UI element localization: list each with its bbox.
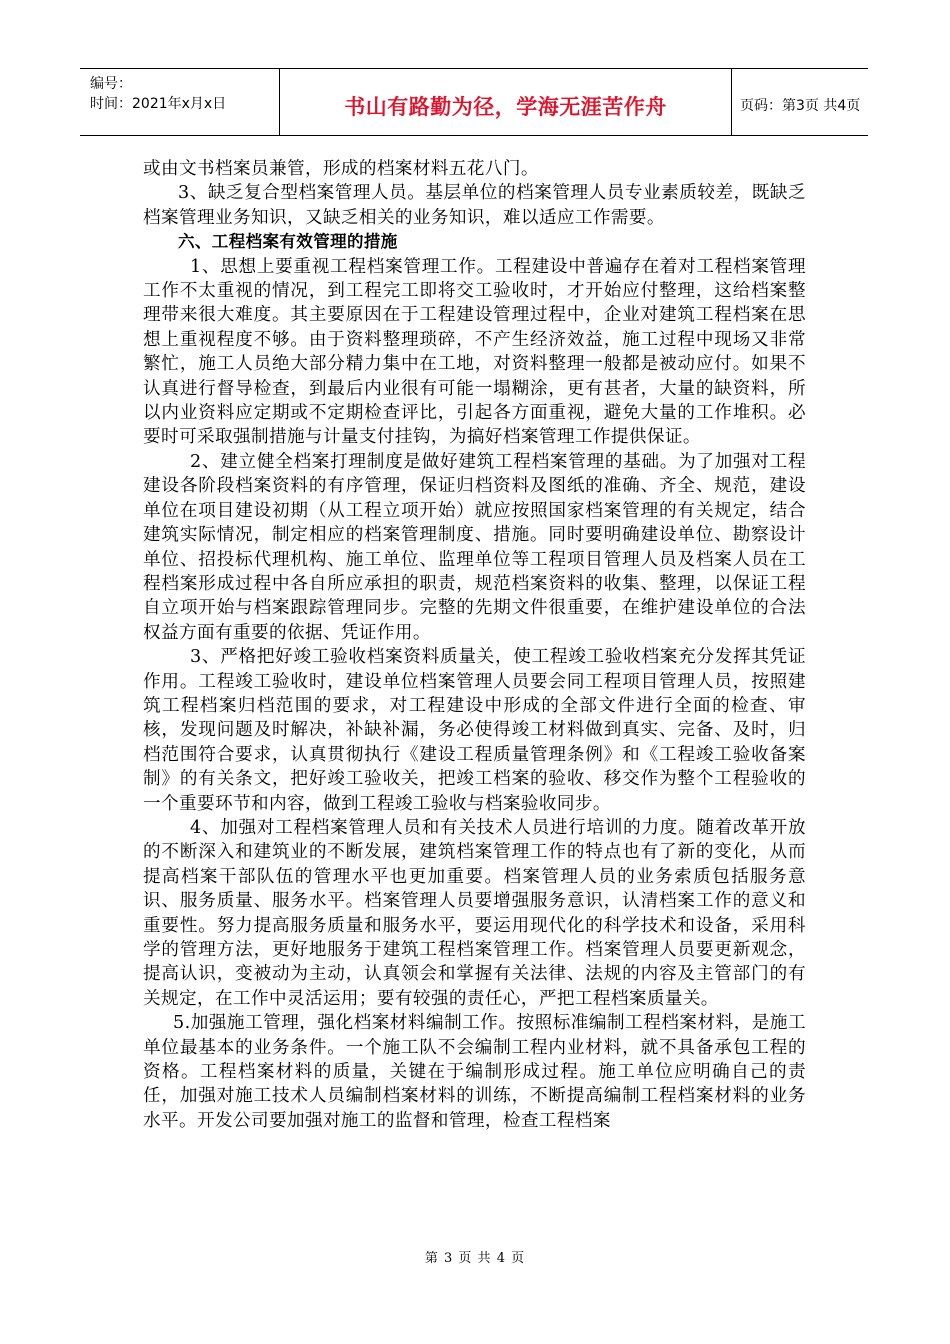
paragraph-measure-2: 2、建立健全档案打理制度是做好建筑工程档案管理的基础。为了加强对工程建设各阶段档案资料的有序管理，保证归档资料及图纸的准确、齐全、规范，建设单位在项目建设初期（从工程立项开始）就应按照国家档案管理的有关规定，结合建筑实际情况，制定相应的档案管理制度、措施。同时要明确建设单位、勘察设计单位、招投标代理机构、施工单位、监理单位等工程项目管理人员及档案人员在工程档案形成过程中各自所应承担的职责，规范档案资料的收集、整理，以保证工程自立项开始与档案跟踪管理同步。完整的先期文件很重要，在维护建设单位的合法权益方面有重要的依据、凭证作用。: [143, 451, 806, 643]
header-motto-cell: [280, 69, 732, 135]
document-body: [143, 157, 806, 1133]
paragraph-continuation: 或由文书档案员兼管，形成的档案材料五花八门。: [143, 159, 539, 179]
header-meta-cell: [80, 69, 280, 135]
paragraph-measure-3: 3、严格把好竣工验收档案资料质量关，使工程竣工验收档案充分发挥其凭证作用。工程竣工验收时，建设单位档案管理人员要会同工程项目管理人员，按照建筑工程档案归档范围的要求，对工程建设中形成的全部文件进行全面的检查、审核，发现问题及时解决，补缺补漏，务必使得竣工材料做到真实、完备、及时，归档范围符合要求，认真贯彻执行《建设工程质量管理条例》和《工程竣工验收备案制》的有关条文，把好竣工验收关，把竣工档案的验收、移交作为整个工程验收的一个重要环节和内容，做到工程竣工验收与档案验收同步。: [143, 647, 806, 814]
paragraph-measure-4: 4、加强对工程档案管理人员和有关技术人员进行培训的力度。随着改革开放的不断深入和建筑业的不断发展，建筑档案管理工作的特点也有了新的变化，从而提高档案干部队伍的管理水平也更加重要。档案管理人员的业务索质包括服务意识、服务质量、服务水平。档案管理人员要增强服务意识，认清档案工作的意义和重要性。努力提高服务质量和服务水平，要运用现代化的科学技术和设备，采用科学的管理方法，更好地服务于建筑工程档案管理工作。档案管理人员要更新观念，提高认识，变被动为主动，认真领会和掌握有关法律、法规的内容及主管部门的有关规定，在工作中灵活运用；要有较强的责任心，严把工程档案质量关。: [143, 817, 806, 1009]
document-number-label: 编号：: [90, 76, 132, 92]
header-page-cell: [732, 69, 868, 135]
page-footer: 第 3 页 共 4 页: [424, 1251, 526, 1266]
header-page-info: 页码：第3页 共4页: [740, 98, 861, 114]
paragraph-point-3-staff: 3、缺乏复合型档案管理人员。基层单位的档案管理人员专业素质较差，既缺乏档案管理业务知识，又缺乏相关的业务知识，难以适应工作需要。: [143, 183, 806, 228]
section-heading-six: 六、工程档案有效管理的措施: [178, 232, 398, 252]
header-table: [80, 68, 868, 136]
paragraph-measure-1: 1、思想上要重视工程档案管理工作。工程建设中普遍存在着对工程档案管理工作不太重视的情况，到工程完工即将交工验收时，才开始应付整理，这给档案整理带来很大难度。其主要原因在于工程建设管理过程中，企业对建筑工程档案在思想上重视程度不够。由于资料整理琐碎，不产生经济效益，施工过程中现场又非常繁忙，施工人员绝大部分精力集中在工地，对资料整理一般都是被动应付。如果不认真进行督导检查，到最后内业很有可能一塌糊涂，更有甚者，大量的缺资料，所以内业资料应定期或不定期检查评比，引起各方面重视，避免大量的工作堆积。必要时可采取强制措施与计量支付挂钩，为搞好档案管理工作提供保证。: [143, 256, 806, 448]
document-time-label: 时间：2021年x月x日: [90, 96, 227, 112]
header-motto: 书山有路勤为径，学海无涯苦作舟: [344, 95, 667, 119]
paragraph-measure-5: 5.加强施工管理，强化档案材料编制工作。按照标准编制工程档案材料，是施工单位最基本的业务条件。一个施工队不会编制工程内业材料，就不具备承包工程的资格。工程档案材料的质量，关键在于编制形成过程。施工单位应明确自己的责任，加强对施工技术人员编制档案材料的训练，不断提高编制工程档案材料的业务水平。开发公司要加强对施工的监督和管理，检查工程档案: [143, 1013, 806, 1131]
